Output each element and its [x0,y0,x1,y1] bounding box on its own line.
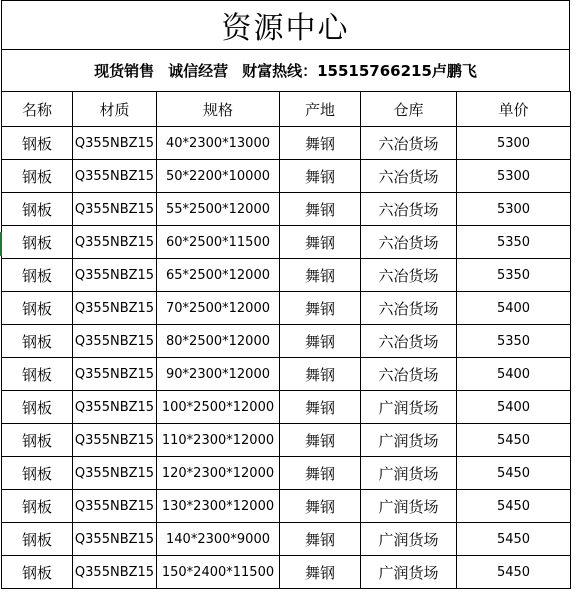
cell-origin[interactable]: 舞钢 [280,226,361,259]
cell-origin[interactable]: 舞钢 [280,424,361,457]
table-row [2,193,571,226]
cell-price[interactable]: 5300 [457,193,571,226]
cell-price[interactable]: 5350 [457,226,571,259]
table-row [2,457,571,490]
table-row [2,391,571,424]
cell-spec[interactable]: 100*2500*12000 [157,391,280,424]
cell-spec[interactable]: 110*2300*12000 [157,424,280,457]
cell-price[interactable]: 5400 [457,391,571,424]
table-row [2,523,571,556]
cell-price[interactable]: 5400 [457,292,571,325]
cell-name[interactable]: 钢板 [2,226,73,259]
cell-origin[interactable]: 舞钢 [280,523,361,556]
cell-name[interactable]: 钢板 [2,391,73,424]
subtitle-sales: 现货销售 [94,61,155,80]
cell-material[interactable]: Q355NBZ15 [73,325,157,358]
cell-material[interactable]: Q355NBZ15 [73,523,157,556]
table-row [2,292,571,325]
cell-name[interactable]: 钢板 [2,193,73,226]
column-header-name[interactable]: 名称 [2,92,73,127]
cell-warehouse[interactable]: 六冶货场 [361,325,457,358]
cell-material[interactable]: Q355NBZ15 [73,160,157,193]
cell-spec[interactable]: 40*2300*13000 [157,127,280,160]
cell-spec[interactable]: 70*2500*12000 [157,292,280,325]
cell-name[interactable]: 钢板 [2,490,73,523]
cell-price[interactable]: 5400 [457,358,571,391]
cell-price[interactable]: 5450 [457,523,571,556]
cell-spec[interactable]: 140*2300*9000 [157,523,280,556]
cell-name[interactable]: 钢板 [2,160,73,193]
cell-spec[interactable]: 65*2500*12000 [157,259,280,292]
cell-name[interactable]: 钢板 [2,292,73,325]
table-row [2,556,571,589]
column-header-spec[interactable]: 规格 [157,92,280,127]
cell-material[interactable]: Q355NBZ15 [73,193,157,226]
subtitle-hotline: 财富热线：15515766215卢鹏飞 [242,61,477,80]
cell-material[interactable]: Q355NBZ15 [73,556,157,589]
cell-origin[interactable]: 舞钢 [280,490,361,523]
cell-warehouse[interactable]: 六冶货场 [361,160,457,193]
cell-spec[interactable]: 120*2300*12000 [157,457,280,490]
cell-material[interactable]: Q355NBZ15 [73,259,157,292]
cell-origin[interactable]: 舞钢 [280,193,361,226]
cell-material[interactable]: Q355NBZ15 [73,358,157,391]
cell-spec[interactable]: 50*2200*10000 [157,160,280,193]
cell-spec[interactable]: 55*2500*12000 [157,193,280,226]
table-row [2,127,571,160]
cell-spec[interactable]: 130*2300*12000 [157,490,280,523]
table-row [2,160,571,193]
cell-warehouse[interactable]: 六冶货场 [361,226,457,259]
subtitle-integrity: 诚信经营 [168,61,229,80]
page-title: 资源中心 [221,11,350,46]
cell-warehouse[interactable]: 六冶货场 [361,193,457,226]
cell-origin[interactable]: 舞钢 [280,325,361,358]
cell-origin[interactable]: 舞钢 [280,259,361,292]
cell-spec[interactable]: 150*2400*11500 [157,556,280,589]
table-row [2,325,571,358]
cell-origin[interactable]: 舞钢 [280,391,361,424]
cell-name[interactable]: 钢板 [2,358,73,391]
cell-price[interactable]: 5350 [457,325,571,358]
cell-warehouse[interactable]: 广润货场 [361,391,457,424]
cell-price[interactable]: 5350 [457,259,571,292]
cell-name[interactable]: 钢板 [2,424,73,457]
cell-origin[interactable]: 舞钢 [280,358,361,391]
cell-name[interactable]: 钢板 [2,259,73,292]
table-row [2,490,571,523]
cell-spec[interactable]: 80*2500*12000 [157,325,280,358]
table-row [2,226,571,259]
cell-material[interactable]: Q355NBZ15 [73,424,157,457]
row-selection-marker [0,232,2,256]
table-row [2,424,571,457]
cell-name[interactable]: 钢板 [2,457,73,490]
cell-origin[interactable]: 舞钢 [280,127,361,160]
cell-origin[interactable]: 舞钢 [280,160,361,193]
cell-price[interactable]: 5450 [457,457,571,490]
cell-name[interactable]: 钢板 [2,523,73,556]
cell-warehouse[interactable]: 六冶货场 [361,292,457,325]
cell-warehouse[interactable]: 六冶货场 [361,358,457,391]
cell-name[interactable]: 钢板 [2,325,73,358]
cell-spec[interactable]: 60*2500*11500 [157,226,280,259]
table-row [2,259,571,292]
cell-material[interactable]: Q355NBZ15 [73,457,157,490]
column-header-warehouse[interactable]: 仓库 [361,92,457,127]
cell-origin[interactable]: 舞钢 [280,556,361,589]
cell-price[interactable]: 5450 [457,490,571,523]
title-cell[interactable] [1,0,570,50]
cell-warehouse[interactable]: 广润货场 [361,523,457,556]
subtitle-cell[interactable] [1,49,570,92]
column-header-price[interactable]: 单价 [457,92,571,127]
cell-price[interactable]: 5300 [457,127,571,160]
column-header-material[interactable]: 材质 [73,92,157,127]
cell-material[interactable]: Q355NBZ15 [73,490,157,523]
cell-price[interactable]: 5450 [457,556,571,589]
cell-origin[interactable]: 舞钢 [280,457,361,490]
cell-material[interactable]: Q355NBZ15 [73,127,157,160]
cell-warehouse[interactable]: 广润货场 [361,490,457,523]
cell-name[interactable]: 钢板 [2,556,73,589]
cell-name[interactable]: 钢板 [2,127,73,160]
table-body [2,127,571,589]
header-row [2,92,571,127]
cell-warehouse[interactable]: 六冶货场 [361,259,457,292]
cell-warehouse[interactable]: 广润货场 [361,556,457,589]
table-row [2,358,571,391]
cell-price[interactable]: 5450 [457,424,571,457]
cell-price[interactable]: 5300 [457,160,571,193]
price-table [1,91,571,589]
cell-material[interactable]: Q355NBZ15 [73,292,157,325]
cell-warehouse[interactable]: 广润货场 [361,457,457,490]
column-header-origin[interactable]: 产地 [280,92,361,127]
cell-material[interactable]: Q355NBZ15 [73,226,157,259]
cell-origin[interactable]: 舞钢 [280,292,361,325]
cell-warehouse[interactable]: 广润货场 [361,424,457,457]
cell-warehouse[interactable]: 六冶货场 [361,127,457,160]
cell-material[interactable]: Q355NBZ15 [73,391,157,424]
cell-spec[interactable]: 90*2300*12000 [157,358,280,391]
